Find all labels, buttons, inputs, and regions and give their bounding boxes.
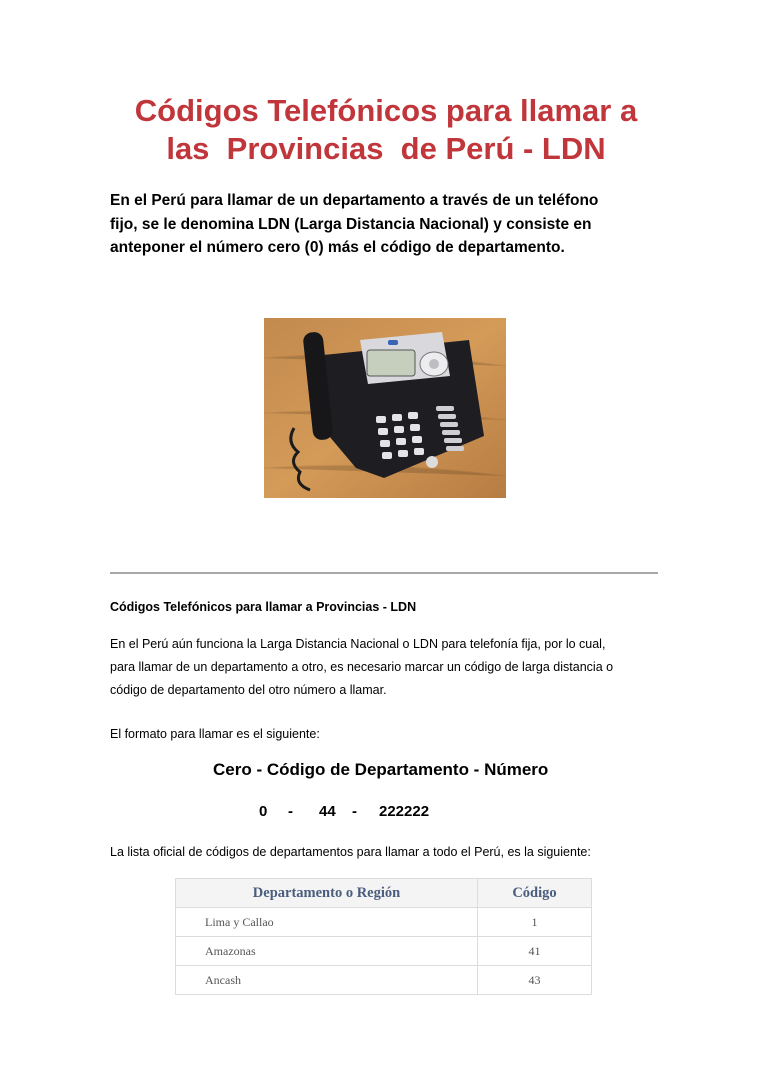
example-number: 222222 (379, 803, 430, 820)
area-codes-table (175, 878, 592, 995)
intro-line: En el Perú para llamar de un departamento a través de un teléfono (110, 192, 599, 209)
region-cell: Amazonas (176, 937, 478, 966)
section-heading: Códigos Telefónicos para llamar a Provincias - LDN (110, 600, 417, 614)
paragraph-line: código de departamento del otro número a llamar. (110, 683, 387, 697)
intro-line: fijo, se le denomina LDN (Larga Distancia Nacional) y consiste en (110, 215, 592, 233)
code-cell: 1 (478, 908, 592, 937)
table-row (176, 966, 592, 995)
region-cell: Lima y Callao (176, 908, 478, 937)
intro-paragraph (110, 189, 670, 260)
list-intro: La lista oficial de códigos de departamentos para llamar a todo el Perú, es la siguiente: (110, 845, 591, 859)
dial-format: Cero - Código de Departamento - Número (213, 760, 549, 779)
example-dash: - (288, 803, 293, 820)
column-header-region: Departamento o Región (176, 879, 478, 908)
desk-phone-photo (264, 318, 506, 498)
paragraph-line: para llamar de un departamento a otro, es necesario marcar un código de larga distancia o (110, 660, 614, 674)
intro-line: anteponer el número cero (0) más el código de departamento. (110, 239, 565, 256)
title-line: Códigos Telefónicos para llamar a (134, 93, 638, 128)
horizontal-rule (110, 572, 658, 574)
table-header-row (176, 879, 592, 908)
example-code: 44 (319, 803, 336, 820)
example-dash: - (352, 803, 357, 820)
table-row (176, 937, 592, 966)
table-row (176, 908, 592, 937)
column-header-code: Código (478, 879, 592, 908)
region-cell: Ancash (176, 966, 478, 995)
code-cell: 41 (478, 937, 592, 966)
format-intro: El formato para llamar es el siguiente: (110, 727, 320, 741)
example-zero: 0 (259, 803, 268, 820)
body-paragraph (110, 633, 670, 702)
code-cell: 43 (478, 966, 592, 995)
paragraph-line: En el Perú aún funciona la Larga Distancia Nacional o LDN para telefonía fija, por lo cual, (110, 637, 606, 651)
document-title (100, 92, 672, 168)
title-line: las Provincias de Perú - LDN (166, 131, 606, 166)
